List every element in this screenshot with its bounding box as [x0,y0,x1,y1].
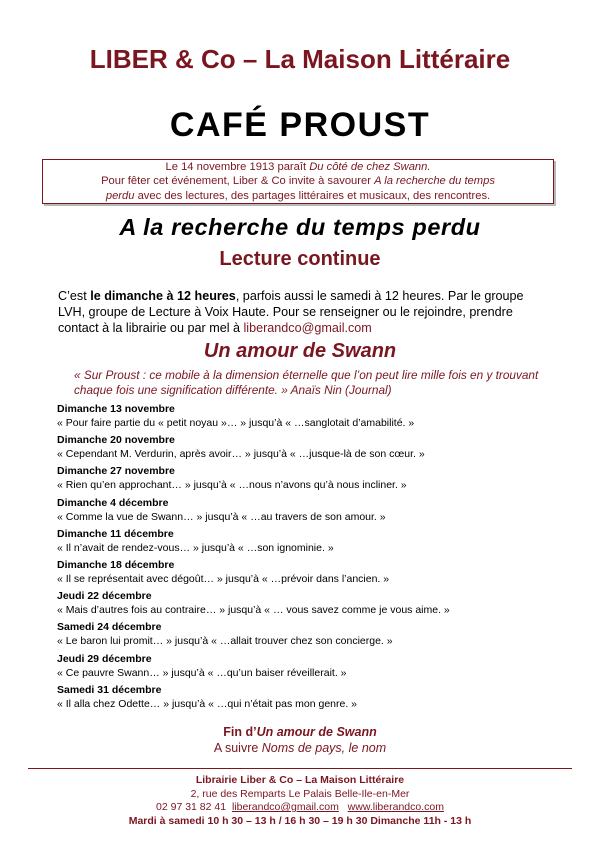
schedule-entry [57,621,557,652]
next-book-title: Noms de pays, le nom [261,741,387,755]
schedule-entry [57,528,557,559]
ending-text: Fin d’ [223,725,257,739]
intro-text: avec des lectures, des partages littéraires et musicaux, des rencontres. [134,189,491,202]
next-reading-line [0,741,600,755]
footer-shop-name: Librairie Liber & Co – La Maison Littéraire [195,774,405,786]
footer [0,774,600,828]
footer-phone: 02 97 31 82 41 [156,801,227,813]
intro-text: Pour fêter cet événement, Liber & Co invite à savourer [101,175,375,188]
schedule-passage: « Comme la vue de Swann… » jusqu’à « …au travers de son amour. » [57,510,386,523]
schedule-entry [57,465,557,496]
lead-paragraph [58,288,548,336]
ending-line [0,725,600,739]
schedule-entry [57,684,557,715]
schedule-entry [57,653,557,684]
schedule-day: Jeudi 22 décembre [57,590,152,603]
schedule-entry [57,590,557,621]
schedule-day: Dimanche 4 décembre [57,496,169,509]
schedule-day: Samedi 24 décembre [57,621,162,634]
intro-book-title: Du côté de chez Swann. [309,161,431,173]
schedule-passage: « Ce pauvre Swann… » jusqu’à « …qu’un baiser réveillerait. » [57,666,347,679]
schedule-entry [57,559,557,590]
schedule-day: Dimanche 11 décembre [57,527,174,540]
footer-divider [28,768,572,769]
intro-line-3 [43,189,553,203]
ending-book-title: Un amour de Swann [256,725,377,739]
lead-schedule-highlight: le dimanche à 12 heures [90,289,236,303]
next-text: A suivre [213,741,262,755]
reading-schedule [57,403,557,715]
footer-hours: Mardi à samedi 10 h 30 – 13 h / 16 h 30 – 19 h 30 Dimanche 11h - 13 h [128,814,472,827]
schedule-passage: « Il alla chez Odette… » jusqu’à « …qui n’était pas mon genre. » [57,697,358,710]
schedule-passage: « Rien qu’en approchant… » jusqu’à « …nous n’avons qu’à nous incliner. » [57,479,407,492]
schedule-day: Dimanche 20 novembre [57,434,175,447]
intro-box [42,159,554,204]
schedule-day: Samedi 31 décembre [57,683,162,696]
lead-text: , parfois aussi le samedi à 12 heures. Par le groupe LVH, groupe de Lecture à Voix Haute. Pour se renseigner ou le rejoindre, prendre contact à la librairie ou par mel à [58,289,524,335]
contact-email-link[interactable]: liberandco@gmail.com [243,321,372,335]
intro-text: Le 14 novembre 1913 paraît [165,161,310,173]
schedule-passage: « Le baron lui promit… » jusqu’à « …allait trouver chez son concierge. » [57,635,393,648]
schedule-day: Dimanche 18 décembre [57,558,175,571]
schedule-entry [57,497,557,528]
footer-contact-line [0,801,600,815]
section-subtitle: Lecture continue [219,248,381,270]
book-title: Un amour de Swann [203,340,397,362]
schedule-entry [57,403,557,434]
schedule-day: Dimanche 27 novembre [57,465,175,478]
schedule-day: Jeudi 29 décembre [57,652,152,665]
intro-line-1 [43,160,553,174]
schedule-passage: « Mais d’autres fois au contraire… » jusqu’à « … vous savez comme je vous aime. » [57,604,450,617]
schedule-day: Dimanche 13 novembre [57,403,175,415]
footer-website-link[interactable]: www.liberandco.com [347,801,444,813]
schedule-passage: « Il n’avait de rendez-vous… » jusqu’à « …son ignominie. » [57,541,334,554]
schedule-passage: « Cependant M. Verdurin, après avoir… » jusqu’à « …jusque-là de son cœur. » [57,448,425,461]
intro-series-title-end: perdu [105,189,135,202]
footer-address: 2, rue des Remparts Le Palais Belle-Ile-en-Mer [190,787,410,800]
lead-text: C’est [58,289,91,303]
schedule-entry [57,434,557,465]
section-title: A la recherche du temps perdu [119,214,481,240]
schedule-passage: « Il se représentait avec dégoût… » jusqu’à « …prévoir dans l’ancien. » [57,572,390,585]
intro-line-2 [43,174,553,188]
event-title: CAFÉ PROUST [169,106,431,144]
brand-title: LIBER & Co – La Maison Littéraire [89,44,511,74]
footer-email-link[interactable]: liberandco@gmail.com [231,801,339,813]
schedule-passage: « Pour faire partie du « petit noyau »… » jusqu’à « …sanglotait d’amabilité. » [57,417,415,429]
intro-series-title: A la recherche du temps [374,175,495,188]
book-quote: « Sur Proust : ce mobile à la dimension éternelle que l’on peut lire mille fois en y trouvant chaque fois une signification différente. » Anaïs Nin (Journal) [74,368,539,397]
